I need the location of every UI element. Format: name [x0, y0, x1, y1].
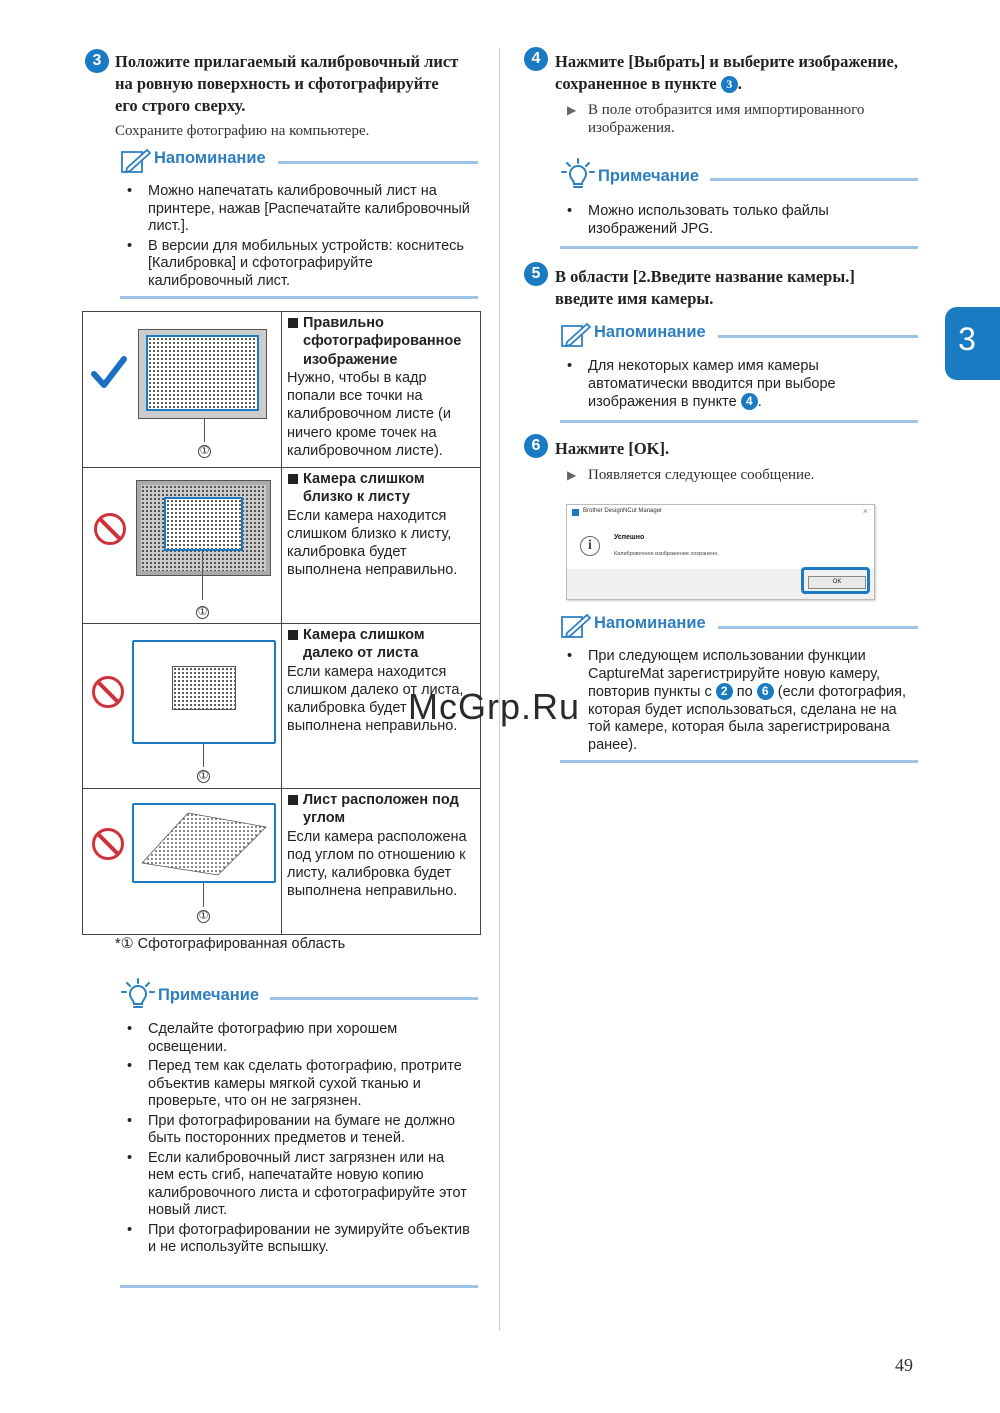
- memo-label: Напоминание: [594, 323, 706, 341]
- list-item: • При следующем использовании функции CaptureMat зарегистрируйте новую камеру, повторив пункты с 2 по 6 (если фотография, которая будет использоваться, сделана не на той камере, которая была зарегистрирована ранее).: [561, 648, 919, 754]
- row-heading: Правильно сфотографированное изображение: [287, 314, 476, 369]
- note-label: Примечание: [598, 167, 700, 185]
- table-row: [83, 789, 481, 935]
- memo-label: Напоминание: [154, 149, 266, 167]
- page-number: 49: [895, 1355, 913, 1375]
- ok-button[interactable]: OK: [808, 576, 866, 589]
- lightbulb-icon: [120, 978, 156, 1010]
- note-list: [561, 203, 913, 240]
- memo-bottom-rule: [560, 420, 918, 423]
- memo-rule: [718, 335, 918, 338]
- memo-header: [120, 148, 478, 174]
- lightbulb-icon: [560, 156, 596, 192]
- note-rule: [270, 997, 478, 1000]
- callout-marker: ①: [199, 445, 210, 457]
- memo-bottom-rule: [120, 296, 478, 299]
- prohibited-icon: [94, 513, 126, 545]
- list-item: • Перед тем как сделать фотографию, протрите объектив камеры мягкой сухой тканью и проверьте, что он не загрязнен.: [121, 1058, 473, 1111]
- note-rule: [710, 178, 918, 181]
- memo-header: [560, 322, 918, 348]
- list-item: • Можно напечатать калибровочный лист на принтере, нажав [Распечатайте калибровочный лист.].: [121, 183, 471, 236]
- calibration-dots: [164, 497, 243, 551]
- memo-pencil-icon: [560, 322, 592, 348]
- row-text: Если камера находится слишком близко к листу, калибровка будет выполнена неправильно.: [287, 507, 458, 579]
- callout-marker: ①: [197, 606, 208, 618]
- row-heading: Камера слишком близко к листу: [287, 470, 476, 507]
- memo-list: [561, 358, 883, 414]
- result-arrow-icon: ▶: [567, 103, 577, 117]
- memo-pencil-icon: [120, 148, 152, 174]
- success-dialog: [566, 504, 875, 600]
- watermark: McGrp.Ru: [408, 686, 581, 727]
- list-item: • Для некоторых камер имя камеры автоматически вводится при выборе изображения в пункте 4 .: [561, 358, 883, 412]
- memo-rule: [278, 161, 478, 164]
- step-4-title: Нажмите [Выбрать] и выберите изображение, сохраненное в пункте 3 .: [555, 52, 898, 93]
- callout-marker: ①: [198, 910, 209, 922]
- step-6-result: ▶ Появляется следующее сообщение.: [567, 467, 815, 483]
- tilted-sheet: [138, 809, 270, 877]
- list-item: • При фотографировании не зумируйте объектив и не используйте вспышку.: [121, 1222, 473, 1257]
- step-3-title: Положите прилагаемый калибровочный лист на ровную поверхность и сфотографируйте его строго сверху.: [115, 52, 459, 115]
- row-heading: Камера слишком далеко от листа: [287, 626, 476, 663]
- step-6-title: Нажмите [OK].: [555, 439, 670, 458]
- step-4-result: ▶ В поле отобразится имя импортированного изображения.: [567, 102, 865, 136]
- dialog-titlebar: [567, 505, 874, 520]
- table-row: [83, 468, 481, 624]
- list-item: • Сделайте фотографию при хорошем освещении.: [121, 1021, 473, 1056]
- table-row: [83, 312, 481, 468]
- step-reference: 4: [741, 393, 758, 410]
- dialog-title: Brother DesignNCut Manager: [583, 508, 663, 514]
- list-item: • При фотографировании на бумаге не должно быть посторонних предметов и теней.: [121, 1113, 473, 1148]
- memo-header: [560, 613, 918, 639]
- photo-area-frame: [136, 480, 271, 576]
- calibration-dots: [172, 666, 236, 710]
- photo-area-frame: [132, 640, 276, 744]
- memo-bottom-rule: [560, 760, 918, 763]
- result-arrow-icon: ▶: [567, 468, 577, 482]
- step-3-number: 3: [85, 49, 109, 73]
- prohibited-icon: [92, 828, 124, 860]
- list-item: • Можно использовать только файлы изображений JPG.: [561, 203, 913, 238]
- memo-pencil-icon: [560, 613, 592, 639]
- photo-area-frame: [138, 329, 267, 419]
- note-bottom-rule: [560, 246, 918, 249]
- list-item: • Если калибровочный лист загрязнен или на нем есть сгиб, напечатайте новую копию калибровочного листа и сфотографируйте этот новый лист.: [121, 1150, 473, 1220]
- dialog-heading: Успешно: [614, 534, 645, 541]
- step-reference: 3: [721, 76, 738, 93]
- note-list: [121, 1021, 473, 1259]
- memo-label: Напоминание: [594, 614, 706, 632]
- prohibited-icon: [92, 676, 124, 708]
- close-icon[interactable]: ×: [862, 506, 868, 516]
- step-5-number: 5: [524, 262, 548, 286]
- step-3-body: Сохраните фотографию на компьютере.: [115, 123, 370, 139]
- checkmark-icon: [91, 356, 127, 390]
- app-icon: [572, 509, 579, 516]
- callout-marker: ①: [198, 770, 209, 782]
- note-label: Примечание: [158, 986, 260, 1004]
- info-icon: i: [580, 536, 600, 556]
- step-5-title: В области [2.Введите название камеры.] введите имя камеры.: [555, 267, 855, 308]
- chapter-tab: 3: [945, 307, 1000, 380]
- row-text: Нужно, чтобы в кадр попали все точки на калибровочном листе (и ничего кроме точек на калибровочном листе).: [287, 369, 451, 460]
- table-footnote: *① Сфотографированная область: [115, 936, 346, 952]
- step-reference: 2: [716, 683, 733, 700]
- list-item: • В версии для мобильных устройств: коснитесь [Калибровка] и сфотографируйте калибровочный лист.: [121, 238, 471, 291]
- photo-area-frame: [132, 803, 276, 883]
- note-header: [560, 156, 918, 192]
- memo-rule: [718, 626, 918, 629]
- step-reference: 6: [757, 683, 774, 700]
- memo-list: [121, 183, 471, 292]
- row-heading: Лист расположен под углом: [287, 791, 476, 828]
- note-bottom-rule: [120, 1285, 478, 1288]
- step-6-number: 6: [524, 434, 548, 458]
- note-header: [120, 978, 478, 1010]
- step-4-number: 4: [524, 47, 548, 71]
- dialog-message: Калибровочное изображение сохранено.: [614, 551, 719, 557]
- memo-list: [561, 648, 919, 756]
- calibration-dots: [146, 335, 259, 411]
- calibration-table: [82, 311, 481, 935]
- row-text: Если камера расположена под углом по отношению к листу, калибровка будет выполнена неправильно.: [287, 828, 467, 900]
- row-text: Если камера находится слишком далеко от листа, калибровка будет выполнена неправильно.: [287, 663, 464, 735]
